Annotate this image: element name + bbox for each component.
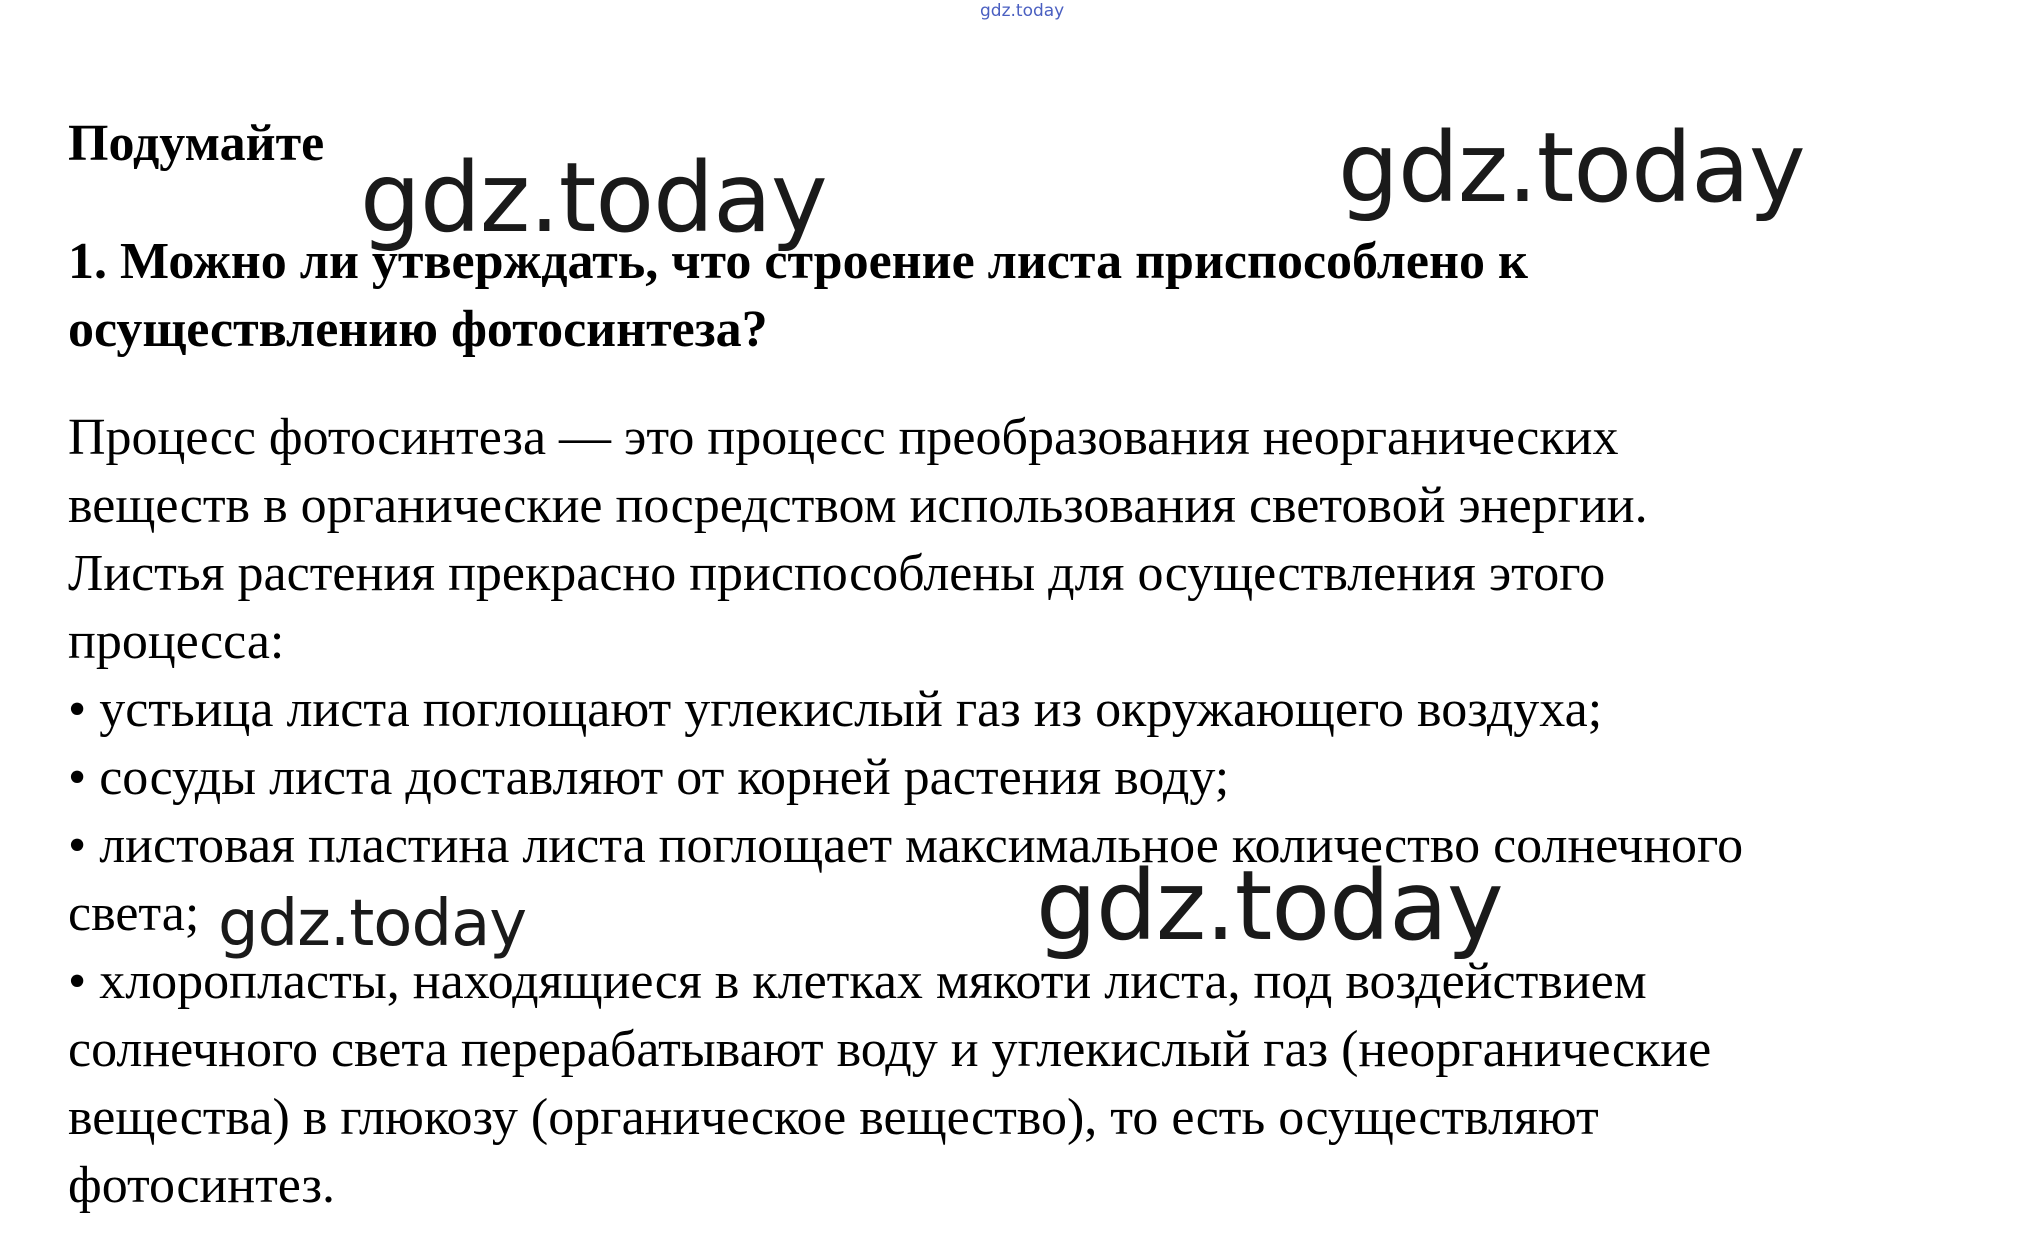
bullet-item: • устьица листа поглощают углекислый газ из окружающего воздуха; <box>68 681 1603 738</box>
watermark: gdz.today <box>360 142 827 254</box>
answer-line: Процесс фотосинтеза — это процесс преобразования неорганических <box>68 409 1619 466</box>
bullet-item-continuation: вещества) в глюкозу (органическое вещество), то есть осуществляют <box>68 1089 1599 1146</box>
watermark: gdz.today <box>1036 850 1503 962</box>
bullet-item-continuation: фотосинтез. <box>68 1157 336 1214</box>
answer-line: процесса: <box>68 613 285 670</box>
bullet-item: • сосуды листа доставляют от корней растения воду; <box>68 749 1230 806</box>
answer-line: веществ в органические посредством использования световой энергии. <box>68 477 1648 534</box>
question-line: 1. Можно ли утверждать, что строение листа приспособлено к <box>68 233 1528 290</box>
bullet-item-continuation: света; <box>68 885 200 942</box>
question-text <box>68 228 1968 364</box>
answer-line: Листья растения прекрасно приспособлены для осуществления этого <box>68 545 1606 602</box>
watermark: gdz.today <box>1338 112 1805 224</box>
section-heading: Подумайте <box>68 115 325 172</box>
watermark: gdz.today <box>218 887 527 961</box>
question-line: осуществлению фотосинтеза? <box>68 301 768 358</box>
bullet-item-continuation: солнечного света перерабатывают воду и углекислый газ (неорганические <box>68 1021 1712 1078</box>
bullet-item: • листовая пластина листа поглощает максимальное количество солнечного <box>68 817 1744 874</box>
top-watermark: gdz.today <box>980 1 1065 21</box>
answer-text <box>68 404 1988 1220</box>
bullet-item: • хлоропласты, находящиеся в клетках мякоти листа, под воздействием <box>68 953 1647 1010</box>
